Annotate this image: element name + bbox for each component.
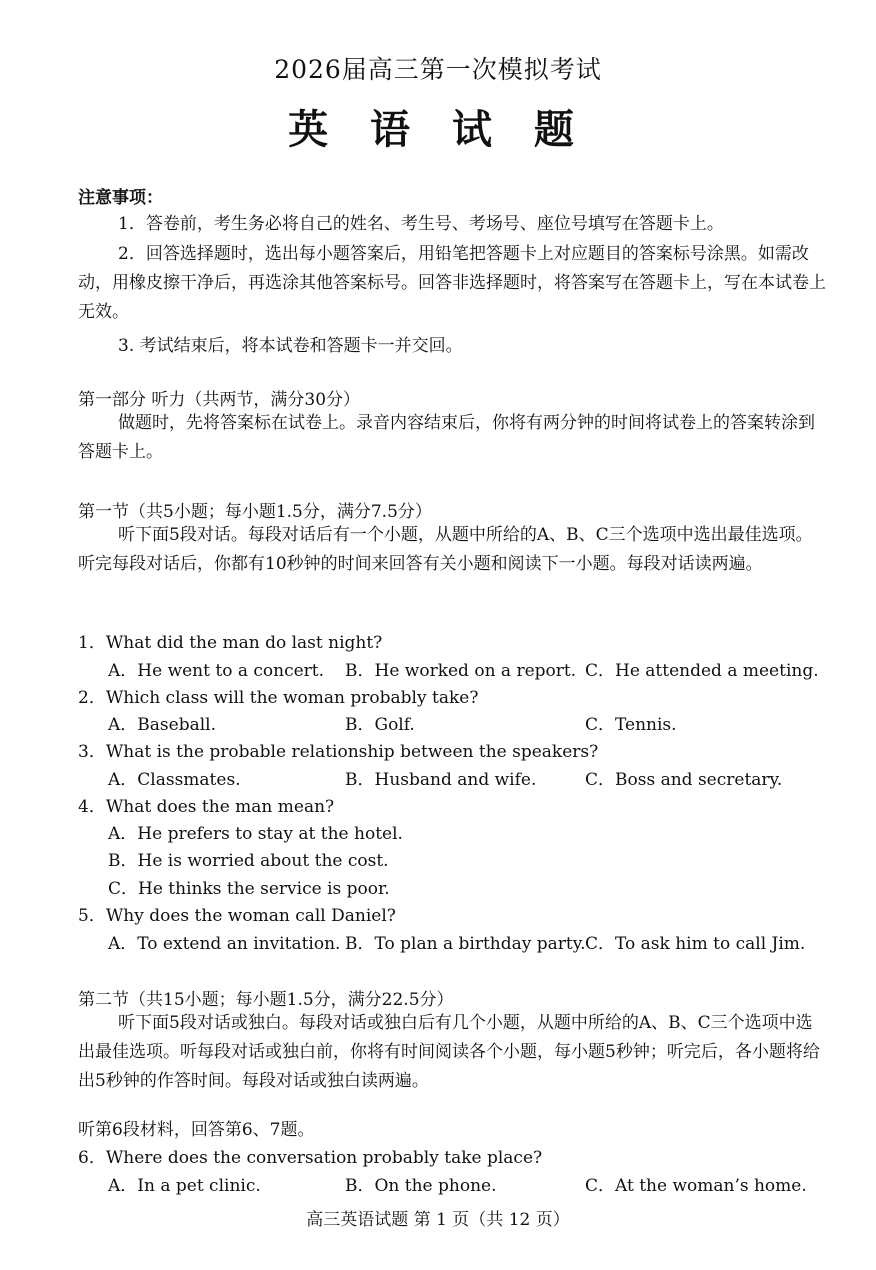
notice-item-1: 1．答卷前，考生务必将自己的姓名、考生号、考场号、座位号填写在答题卡上。	[118, 214, 724, 234]
question-5-stem: 5．Why does the woman call Daniel?	[78, 906, 396, 926]
question-2-stem: 2．Which class will the woman probably take?	[78, 688, 479, 708]
subject-title: 英 语 试 题	[288, 106, 588, 153]
question-6-option-c: C．At the woman’s home.	[585, 1176, 807, 1196]
question-2-option-a: A．Baseball.	[108, 715, 216, 735]
question-2-option-b: B．Golf.	[345, 715, 415, 735]
question-4-option-c: C．He thinks the service is poor.	[108, 879, 390, 899]
exam-title: 2026届高三第一次模拟考试	[274, 55, 602, 84]
question-4-option-b: B．He is worried about the cost.	[108, 851, 389, 871]
question-5-option-b: B．To plan a birthday party.	[345, 934, 586, 954]
question-3-option-c: C．Boss and secretary.	[585, 770, 783, 790]
question-3-option-a: A．Classmates.	[108, 770, 241, 790]
section2-instructions: 听下面5段对话或独白。每段对话或独白后有几个小题，从题中所给的A、B、C三个选项中选出最佳选项。听每段对话或独白前，你将有时间阅读各个小题，每小题5秒钟；听完后，各小题将给出5秒钟的作答时间。每段对话或独白读两遍。	[78, 1013, 820, 1091]
section2-heading: 第二节（共15小题；每小题1.5分，满分22.5分）	[78, 990, 454, 1010]
question-2-option-c: C．Tennis.	[585, 715, 677, 735]
question-1-option-a: A．He went to a concert.	[108, 661, 325, 681]
question-3-option-b: B．Husband and wife.	[345, 770, 537, 790]
question-6-option-b: B．On the phone.	[345, 1176, 497, 1196]
question-5-option-a: A．To extend an invitation.	[108, 934, 341, 954]
question-4-option-a: A．He prefers to stay at the hotel.	[108, 824, 403, 844]
question-4-stem: 4．What does the man mean?	[78, 797, 335, 817]
question-1-stem: 1．What did the man do last night?	[78, 633, 383, 653]
section1-instructions: 听下面5段对话。每段对话后有一个小题，从题中所给的A、B、C三个选项中选出最佳选项。听完每段对话后，你都有10秒钟的时间来回答有关小题和阅读下一小题。每段对话读两遍。	[78, 525, 813, 574]
question-1-option-b: B．He worked on a report.	[345, 661, 577, 681]
notice-item-3: 3. 考试结束后，将本试卷和答题卡一并交回。	[118, 336, 463, 356]
part1-instructions: 做题时，先将答案标在试卷上。录音内容结束后，你将有两分钟的时间将试卷上的答案转涂到答题卡上。	[78, 413, 815, 462]
notice-item-2: 2．回答选择题时，选出每小题答案后，用铅笔把答题卡上对应题目的答案标号涂黑。如需改动，用橡皮擦干净后，再选涂其他答案标号。回答非选择题时，将答案写在答题卡上，写在本试卷上无效。	[78, 244, 826, 322]
question-3-stem: 3．What is the probable relationship between the speakers?	[78, 742, 599, 762]
part1-heading: 第一部分 听力（共两节，满分30分）	[78, 390, 361, 410]
section1-heading: 第一节（共5小题；每小题1.5分，满分7.5分）	[78, 502, 432, 522]
material-note: 听第6段材料，回答第6、7题。	[78, 1120, 315, 1140]
question-1-option-c: C．He attended a meeting.	[585, 661, 819, 681]
question-5-option-c: C．To ask him to call Jim.	[585, 934, 806, 954]
question-6-stem: 6．Where does the conversation probably take place?	[78, 1148, 543, 1168]
page-footer: 高三英语试题 第 1 页（共 12 页）	[306, 1210, 570, 1230]
notice-heading: 注意事项：	[78, 188, 163, 208]
question-6-option-a: A．In a pet clinic.	[108, 1176, 261, 1196]
